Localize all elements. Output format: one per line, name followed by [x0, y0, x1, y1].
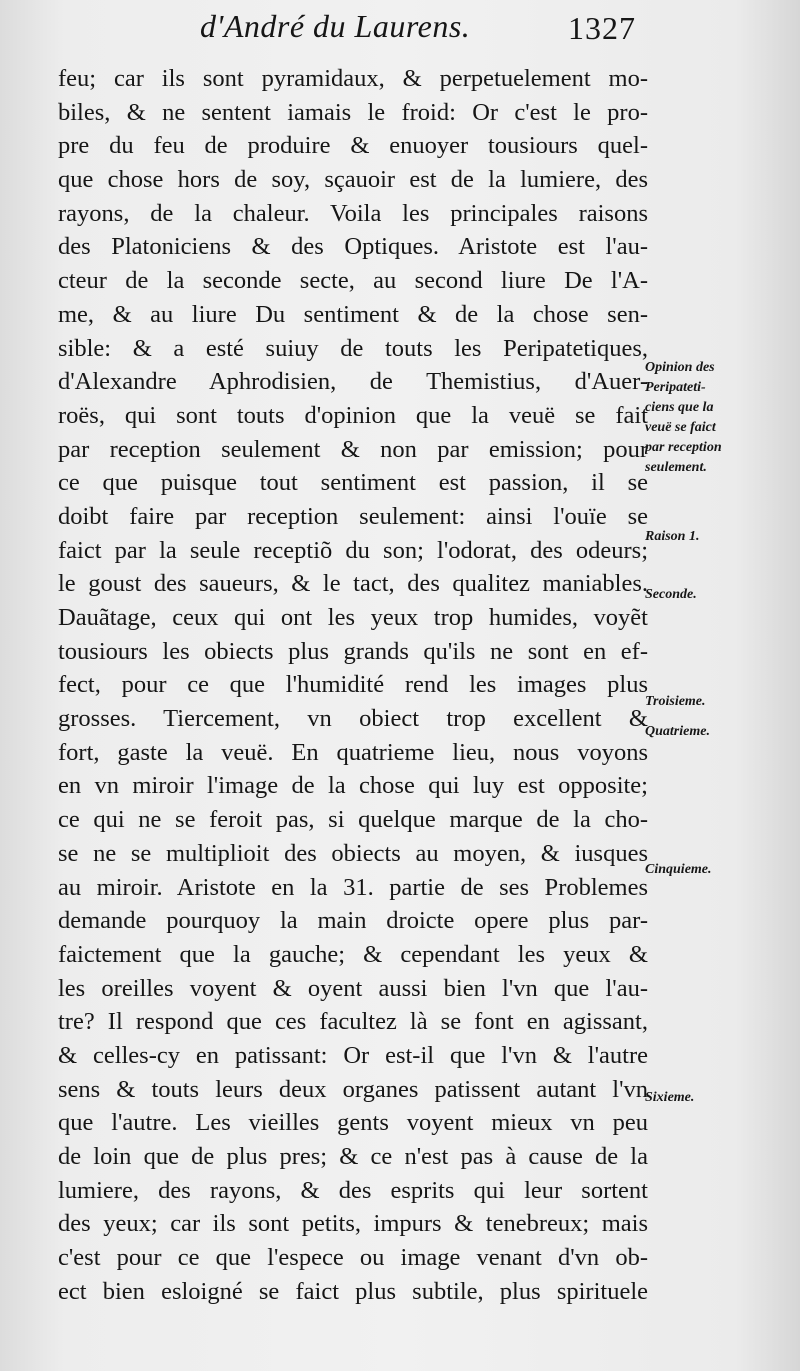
text-line: des Platoniciens & des Optiques. Aristote est l'au- — [58, 233, 648, 261]
text-line: ce qui ne se feroit pas, si quelque marque de la cho- — [58, 806, 648, 834]
text-line: faictement que la gauche; & cependant les yeux & — [58, 940, 648, 968]
text-line: grosses. Tiercement, vn obiect trop excellent & — [58, 705, 648, 733]
text-line: sible: & a esté suiuy de touts les Peripatetiques, — [58, 334, 648, 362]
text-line: le goust des saueurs, & le tact, des qualitez maniables. — [58, 570, 648, 598]
margin-note-line: ciens que la — [645, 400, 714, 415]
margin-note-line: veuë se faict — [645, 420, 716, 435]
text-line: c'est pour ce que l'espece ou image venant d'vn ob- — [58, 1244, 648, 1272]
margin-note-line: Opinion des — [645, 360, 715, 375]
text-line: des yeux; car ils sont petits, impurs & tenebreux; mais — [58, 1210, 648, 1238]
text-line: pre du feu de produire & enuoyer tousiours quel- — [58, 132, 648, 160]
body-text — [58, 62, 648, 1308]
text-line: lumiere, des rayons, & des esprits qui leur sortent — [58, 1176, 648, 1204]
text-line: sens & touts leurs deux organes patissent autant l'vn — [58, 1075, 648, 1103]
text-line: tousiours les obiects plus grands qu'ils ne sont en ef- — [58, 637, 648, 665]
text-line: & celles-cy en patissant: Or est-il que l'vn & l'autre — [58, 1041, 648, 1069]
margin-note-line: Seconde. — [645, 587, 697, 602]
text-line: fort, gaste la veuë. En quatrieme lieu, nous voyons — [58, 738, 648, 766]
running-head-title: d'André du Laurens. — [200, 8, 471, 44]
text-line: cteur de la seconde secte, au second liure De l'A- — [58, 267, 648, 295]
margin-note-troisieme — [645, 692, 797, 712]
margin-note-line: Peripateti- — [645, 380, 706, 395]
margin-note-line: Quatrieme. — [645, 724, 710, 739]
text-line: demande pourquoy la main droicte opere plus par- — [58, 907, 648, 935]
text-line: me, & au liure Du sentiment & de la chose sen- — [58, 300, 648, 328]
margin-note-line: seulement. — [645, 460, 707, 475]
margin-note-line: Troisieme. — [645, 694, 706, 709]
margin-note-line: Raison 1. — [645, 529, 700, 544]
text-line: les oreilles voyent & oyent aussi bien l'vn que l'au- — [58, 974, 648, 1002]
text-line: en vn miroir l'image de la chose qui luy est opposite; — [58, 772, 648, 800]
margin-note-opinion — [645, 358, 797, 478]
text-line: que chose hors de soy, sçauoir est de la lumiere, des — [58, 166, 648, 194]
text-line: ce que puisque tout sentiment est passion, il se — [58, 469, 648, 497]
margin-note-seconde — [645, 585, 797, 605]
margin-note-line: Cinquieme. — [645, 862, 712, 877]
text-line: de loin que de plus pres; & ce n'est pas à cause de la — [58, 1143, 648, 1170]
text-line: Dauãtage, ceux qui ont les yeux trop humides, voyẽt — [58, 604, 648, 631]
text-line: par reception seulement & non par emission; pour — [58, 435, 648, 463]
text-line: rayons, de la chaleur. Voila les principales raisons — [58, 199, 648, 227]
margin-note-quatrieme — [645, 722, 797, 742]
text-line: d'Alexandre Aphrodisien, de Themistius, d'Auer- — [58, 368, 648, 396]
margin-note-raison-1 — [645, 527, 797, 547]
text-line: au miroir. Aristote en la 31. partie de ses Problemes — [58, 873, 648, 901]
text-line: tre? Il respond que ces facultez là se font en agissant, — [58, 1008, 648, 1036]
text-line: feu; car ils sont pyramidaux, & perpetuelement mo- — [58, 65, 648, 92]
text-line: biles, & ne sentent iamais le froid: Or c'est le pro- — [58, 98, 648, 126]
text-line: fect, pour ce que l'humidité rend les images plus — [58, 671, 648, 699]
text-line: roës, qui sont touts d'opinion que la veuë se fait — [58, 401, 648, 429]
text-line: que l'autre. Les vieilles gents voyent mieux vn peu — [58, 1109, 648, 1137]
text-line: ect bien esloigné se faict plus subtile, plus spirituele — [58, 1277, 648, 1305]
margin-note-cinquieme — [645, 860, 797, 880]
margin-note-line: par reception — [645, 440, 722, 455]
margin-note-sixieme — [645, 1088, 797, 1108]
margin-note-line: Sixieme. — [645, 1090, 695, 1105]
text-line: se ne se multiplioit des obiects au moyen, & iusques — [58, 839, 648, 867]
text-line: faict par la seule receptiõ du son; l'odorat, des odeurs; — [58, 536, 648, 564]
page-number: 1327 — [568, 10, 636, 46]
text-line: doibt faire par reception seulement: ainsi l'ouïe se — [58, 502, 648, 530]
